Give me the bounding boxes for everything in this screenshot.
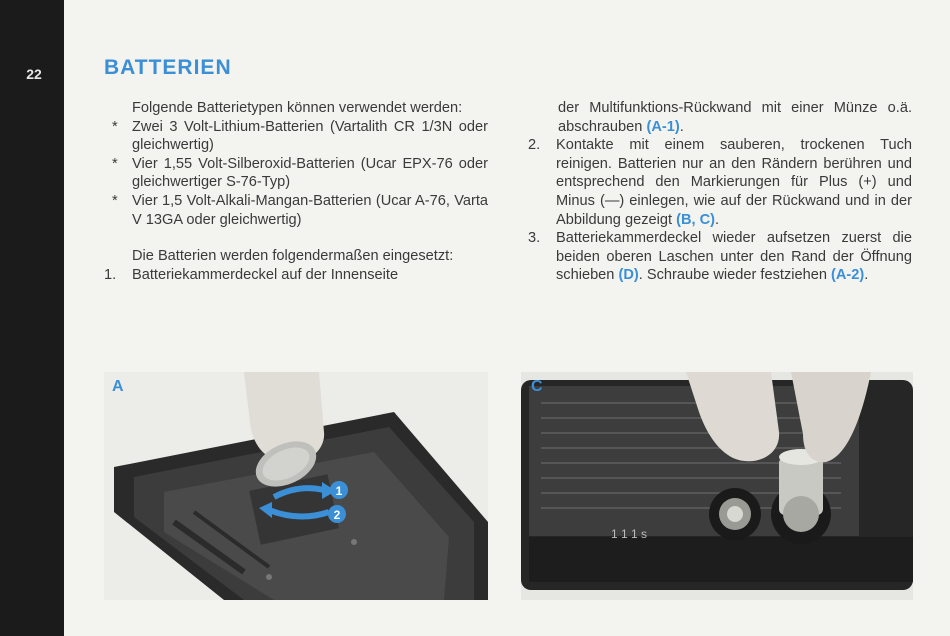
step-text: Kontakte mit einem sauberen, trockenen Tuch reinigen. Batterien nur an den Rändern berühren und entsprechend den Markierungen für Plus (+) und Minus (—) einlegen, wie auf der Rückwand und in der Abbildung gezeigt [556, 137, 912, 228]
figure-reference: (A-2) [831, 267, 865, 284]
step-number: 2. [528, 137, 541, 154]
bullet-item [104, 155, 488, 192]
photo-a-illustration [104, 372, 488, 600]
step-1-continuation [528, 99, 912, 136]
bullet-text: Vier 1,55 Volt-Silberoxid-Batterien (Ucar EPX-76 oder gleichwertiger S-76-Typ) [132, 155, 488, 191]
step-text: Batteriekammerdeckel wieder aufsetzen zuerst die beiden oberen Laschen unter den Rand der Öffnung schieben [556, 230, 912, 284]
bullet-text: Zwei 3 Volt-Lithium-Batterien (Vartalith CR 1/3N oder gleichwertig) [132, 118, 488, 154]
photo-c-battery-insertion [521, 372, 913, 600]
figure-reference: (B, C) [676, 211, 716, 228]
bullet-marker: * [112, 118, 118, 135]
procedure-intro: Die Batterien werden folgendermaßen eingesetzt: [132, 248, 454, 265]
bullet-item [104, 192, 488, 229]
photo-c-illustration [521, 372, 913, 600]
step-1 [104, 266, 488, 285]
strip-markings: 1 1 1 s [611, 527, 648, 541]
punctuation: . [864, 267, 869, 284]
step-number: 1. [104, 266, 117, 283]
figure-reference: (A-1) [646, 118, 680, 135]
step-number: 3. [528, 230, 541, 247]
bullet-text: Vier 1,5 Volt-Alkali-Mangan-Batterien (Ucar A-76, Varta V 13GA oder gleichwertig) [132, 192, 488, 228]
photo-a-battery-cover-removal [104, 372, 488, 600]
step-3 [528, 229, 912, 285]
step-text: Batteriekammerdeckel auf der Innenseite [132, 266, 399, 283]
arrow-1-number: 1 [335, 484, 343, 498]
arrow-2-number: 2 [333, 508, 341, 522]
punctuation: . [715, 211, 720, 228]
page-number: 22 [26, 66, 42, 82]
right-column [528, 99, 912, 285]
page-edge-bar [0, 0, 64, 636]
left-column [104, 99, 488, 284]
step-text: . Schraube wieder festziehen [638, 267, 827, 284]
photo-c-label: C [531, 378, 543, 395]
bullet-marker: * [112, 155, 118, 172]
page-title: BATTERIEN [104, 56, 232, 79]
bullet-item [104, 118, 488, 155]
step-2 [528, 136, 912, 229]
step-text: der Multifunktions-Rückwand mit einer Münze o.ä. abschrauben [558, 100, 912, 135]
punctuation: . [679, 118, 684, 135]
intro-paragraph: Folgende Batterietypen können verwendet werden: [132, 100, 463, 116]
bullet-marker: * [112, 192, 118, 209]
photo-a-label: A [112, 378, 124, 395]
figure-reference: (D) [618, 267, 639, 284]
